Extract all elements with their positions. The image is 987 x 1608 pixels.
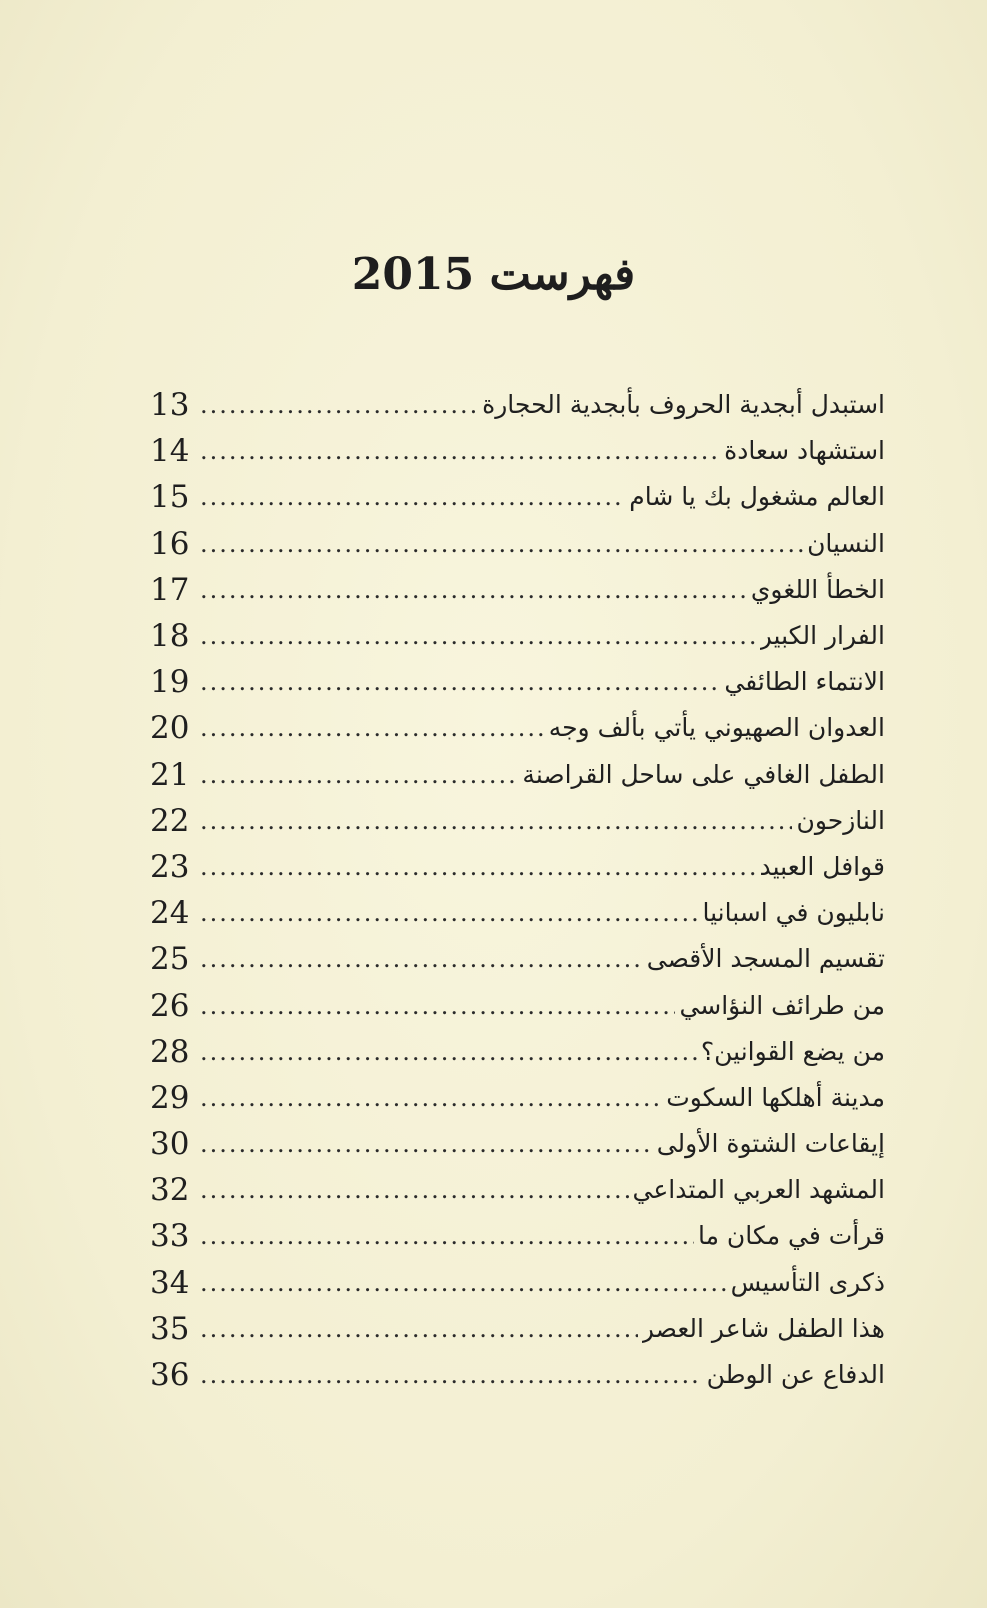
dot-leader <box>200 1220 694 1252</box>
toc-entry-title: من طرائف النؤاسي <box>679 990 885 1020</box>
toc-entry-title: النسيان <box>807 528 885 558</box>
toc-page-number: 15 <box>150 479 190 516</box>
toc-entry-title: الدفاع عن الوطن <box>706 1360 885 1390</box>
toc-entry-title: قرأت في مكان ما <box>697 1221 885 1251</box>
toc-entry <box>150 1213 885 1259</box>
toc-page-number: 35 <box>150 1310 190 1347</box>
toc-entry-title: الفرار الكبير <box>759 621 885 651</box>
page-title: فهرست 2015 <box>351 249 636 301</box>
toc-entry-title: الخطأ اللغوي <box>750 574 885 604</box>
toc-entry <box>150 613 885 659</box>
dot-leader <box>200 481 625 513</box>
toc-page-number: 28 <box>150 1033 190 1070</box>
toc-entry <box>150 890 885 936</box>
dot-leader <box>200 1036 697 1068</box>
toc-page-number: 16 <box>150 525 190 562</box>
dot-leader <box>200 620 756 652</box>
toc-page-number: 17 <box>150 571 190 608</box>
table-of-contents <box>150 382 885 1398</box>
toc-entry-title: مدينة أهلكها السكوت <box>666 1082 885 1112</box>
toc-entry <box>150 936 885 982</box>
toc-entry <box>150 844 885 890</box>
toc-entry <box>150 1121 885 1167</box>
toc-page-number: 13 <box>150 387 190 424</box>
toc-entry-title: العالم مشغول بك يا شام <box>629 482 885 512</box>
toc-entry-title: الانتماء الطائفي <box>724 667 885 697</box>
toc-entry-title: العدوان الصهيوني يأتي بألف وجه <box>548 713 885 743</box>
toc-entry-title: تقسيم المسجد الأقصى <box>646 944 885 974</box>
dot-leader <box>200 1313 638 1345</box>
dot-leader <box>200 435 720 467</box>
toc-page-number: 32 <box>150 1172 190 1209</box>
toc-page-number: 22 <box>150 802 190 839</box>
dot-leader <box>200 574 747 606</box>
toc-entry-title: النازحون <box>796 805 885 835</box>
toc-entry-title: إيقاعات الشتوة الأولى <box>656 1129 885 1159</box>
toc-entry <box>150 1260 885 1306</box>
toc-entry-title: الطفل الغافي على ساحل القراصنة <box>522 759 885 789</box>
dot-leader <box>200 1174 629 1206</box>
toc-entry <box>150 1029 885 1075</box>
toc-entry-title: من يضع القوانين؟ <box>700 1036 885 1066</box>
toc-entry <box>150 1167 885 1213</box>
toc-entry <box>150 521 885 567</box>
dot-leader <box>200 1128 653 1160</box>
toc-page-number: 24 <box>150 895 190 932</box>
toc-entry-title: نابليون في اسبانيا <box>702 898 885 928</box>
toc-page-number: 34 <box>150 1264 190 1301</box>
toc-entry <box>150 1075 885 1121</box>
toc-page-number: 14 <box>150 433 190 470</box>
dot-leader <box>200 666 720 698</box>
dot-leader <box>200 1082 662 1114</box>
toc-entry-title: المشهد العربي المتداعي <box>632 1175 885 1205</box>
dot-leader <box>200 1359 703 1391</box>
toc-entry-title: ذكرى التأسيس <box>730 1267 885 1297</box>
toc-entry <box>150 752 885 798</box>
toc-entry <box>150 382 885 428</box>
toc-page-number: 25 <box>150 941 190 978</box>
toc-page-number: 19 <box>150 664 190 701</box>
toc-page-number: 36 <box>150 1357 190 1394</box>
toc-entry <box>150 1352 885 1398</box>
toc-entry <box>150 1306 885 1352</box>
dot-leader <box>200 528 803 560</box>
dot-leader <box>200 990 675 1022</box>
dot-leader <box>200 389 478 421</box>
toc-page-number: 30 <box>150 1126 190 1163</box>
toc-entry <box>150 982 885 1028</box>
toc-page-number: 29 <box>150 1079 190 1116</box>
toc-page-number: 26 <box>150 987 190 1024</box>
toc-entry-title: قوافل العبيد <box>759 851 885 881</box>
toc-page-number: 21 <box>150 756 190 793</box>
dot-leader <box>200 1267 727 1299</box>
dot-leader <box>200 805 792 837</box>
toc-page-number: 18 <box>150 618 190 655</box>
toc-entry <box>150 474 885 520</box>
toc-entry <box>150 567 885 613</box>
toc-page-number: 23 <box>150 848 190 885</box>
toc-entry-title: استبدل أبجدية الحروف بأبجدية الحجارة <box>482 390 885 420</box>
toc-page-number: 33 <box>150 1218 190 1255</box>
dot-leader <box>200 851 756 883</box>
toc-page-number: 20 <box>150 710 190 747</box>
toc-entry <box>150 428 885 474</box>
toc-entry <box>150 798 885 844</box>
toc-entry <box>150 705 885 751</box>
dot-leader <box>200 712 545 744</box>
dot-leader <box>200 897 699 929</box>
dot-leader <box>200 943 643 975</box>
toc-entry-title: استشهاد سعادة <box>724 436 885 466</box>
dot-leader <box>200 759 518 791</box>
toc-entry-title: هذا الطفل شاعر العصر <box>641 1313 885 1343</box>
toc-entry <box>150 659 885 705</box>
